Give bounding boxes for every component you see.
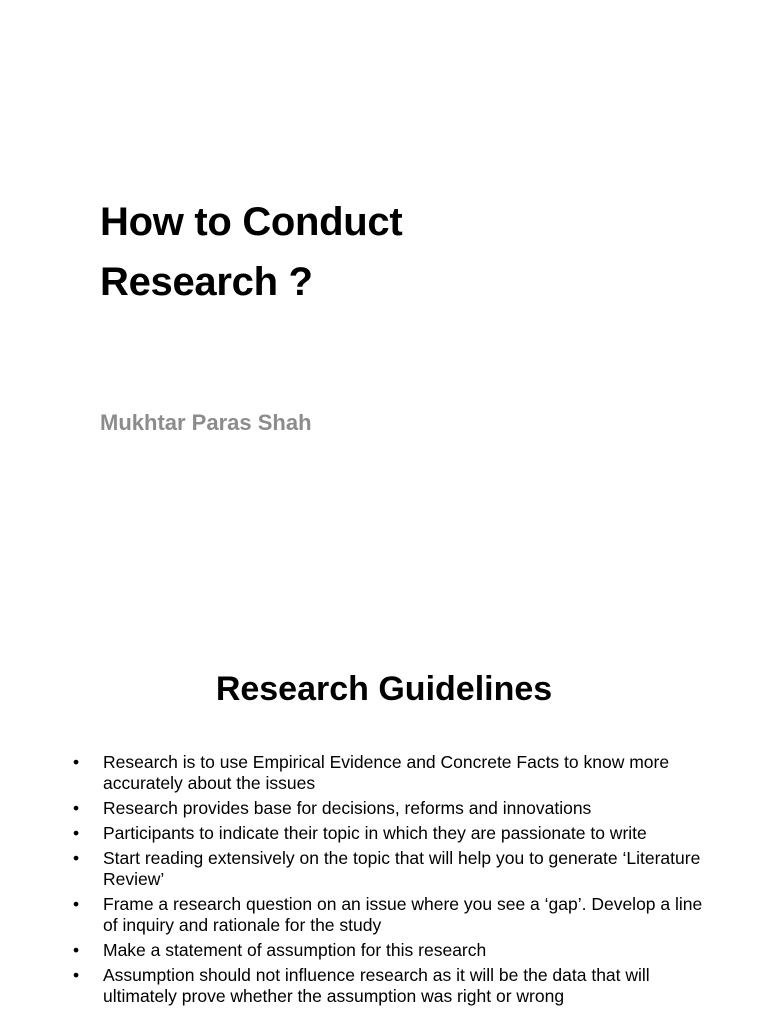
list-item xyxy=(70,894,710,936)
list-item-text: Frame a research question on an issue where you see a ‘gap’. Develop a line of inquiry and rationale for the study xyxy=(103,894,703,935)
bullet-icon: • xyxy=(73,798,80,818)
bullet-icon: • xyxy=(73,823,80,843)
list-item xyxy=(70,965,710,1007)
list-item-text: Research is to use Empirical Evidence and Concrete Facts to know more accurately about the issues xyxy=(103,752,670,793)
page-title xyxy=(100,192,660,312)
list-item-text: Research provides base for decisions, reforms and innovations xyxy=(103,798,592,818)
section-heading: Research Guidelines xyxy=(215,670,553,708)
bullet-icon: • xyxy=(73,940,80,960)
bullet-icon: • xyxy=(73,752,80,772)
title-line-1: How to Conduct xyxy=(100,200,403,244)
list-item xyxy=(70,823,710,844)
list-item xyxy=(70,848,710,890)
list-item xyxy=(70,752,710,794)
bullet-icon: • xyxy=(73,848,80,868)
author-name: Mukhtar Paras Shah xyxy=(100,410,312,435)
list-item-text: Start reading extensively on the topic that will help you to generate ‘Literature Review’ xyxy=(103,848,701,889)
list-item xyxy=(70,940,710,961)
bullet-icon: • xyxy=(73,894,80,914)
guidelines-slide xyxy=(0,640,768,1024)
list-item xyxy=(70,798,710,819)
list-item-text: Make a statement of assumption for this research xyxy=(103,940,487,960)
guidelines-list xyxy=(70,752,710,1011)
list-item-text: Participants to indicate their topic in which they are passionate to write xyxy=(103,823,647,843)
title-line-2: Research ? xyxy=(100,260,313,304)
list-item-text: Assumption should not influence research as it will be the data that will ultimately prove whether the assumption was right or wrong xyxy=(103,965,650,1006)
bullet-icon: • xyxy=(73,965,80,985)
